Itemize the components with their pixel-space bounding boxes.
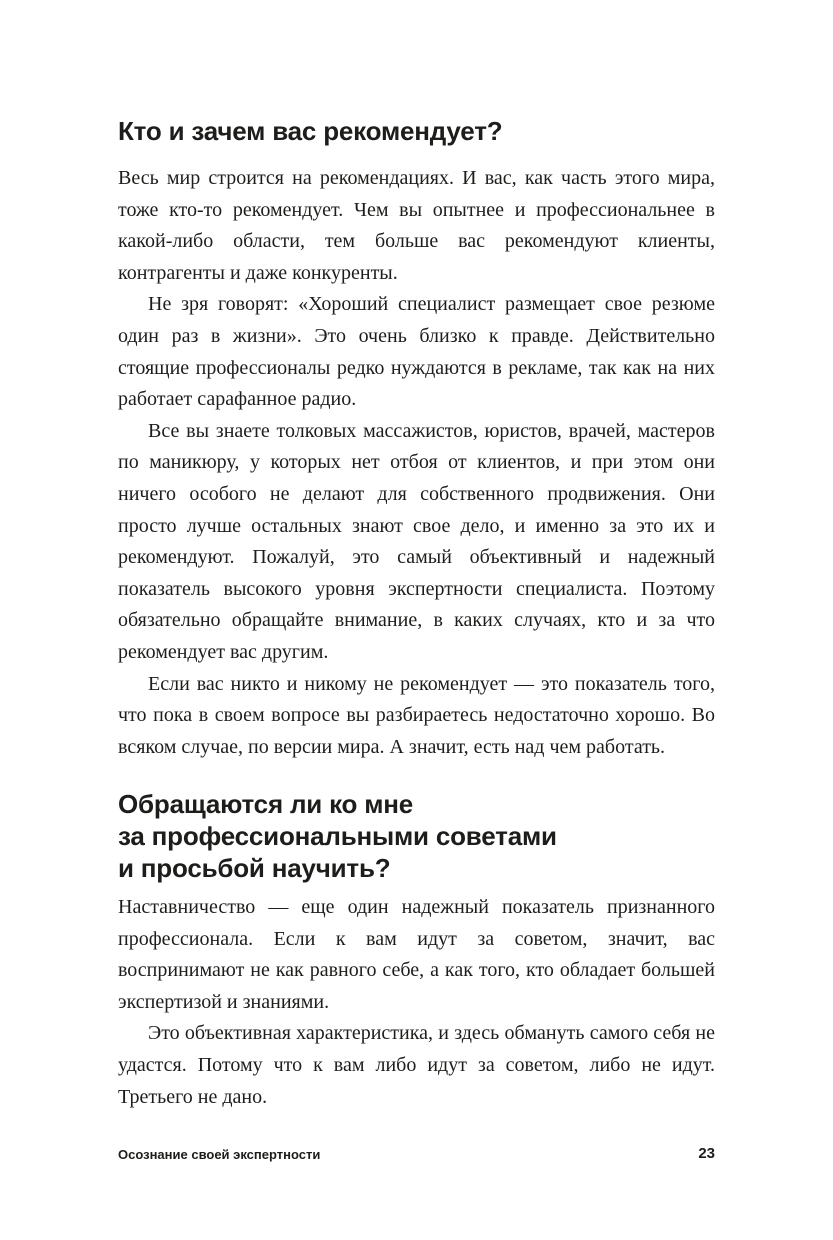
heading-line: Кто и зачем вас рекомендует? (118, 116, 503, 146)
paragraph: Если вас никто и никому не рекомендует — это показатель того, что пока в своем вопросе вы разбираетесь недостаточно хорошо. Во всяком случае, по версии мира. А значит, есть над чем работать. (118, 672, 715, 758)
section-body-mentoring (118, 892, 715, 1113)
heading-line: Обращаются ли ко мне (118, 789, 414, 819)
paragraph: Весь мир строится на рекомендациях. И вас, как часть этого мира, тоже кто-то рекомендует. Чем вы опытнее и профессиональнее в какой-либо области, тем больше вас рекомендуют клиенты, контрагенты и даже конкуренты. (118, 167, 715, 284)
section-body-recommendations (118, 163, 715, 763)
section-heading-recommendations (118, 115, 715, 147)
paragraph: Не зря говорят: «Хороший специалист размещает свое резюме один раз в жизни». Это очень близко к правде. Действительно стоящие профессионалы редко нуждаются в рекламе, так как на них работает сарафанное радио. (118, 293, 715, 411)
page-number: 23 (698, 1145, 715, 1162)
section-heading-mentoring (118, 788, 715, 884)
running-footer-title: Осознание своей экспертности (118, 1147, 321, 1162)
paragraph: Наставничество — еще один надежный показатель признанного профессионала. Если к вам идут за советом, значит, вас воспринимают не как равного себе, а как того, кто обладает большей экспертизой и знаниями. (118, 896, 715, 1013)
heading-line: за профессиональными советами (118, 821, 557, 851)
paragraph: Все вы знаете толковых массажистов, юристов, врачей, мастеров по маникюру, у которых нет отбоя от клиентов, и при этом они ничего особого не делают для собственного продвижения. Они просто лучше остальных знают свое дело, и именно за это их и рекомендуют. Пожалуй, это самый объективный и надежный показатель высокого уровня экспертности специалиста. Поэтому обязательно обращайте внимание, в каких случаях, кто и за что рекомендует вас другим. (118, 419, 715, 663)
heading-line: и просьбой научить? (118, 853, 391, 883)
paragraph: Это объективная характеристика, и здесь обмануть самого себя не удастся. Потому что к вам либо идут за советом, либо не идут. Третьего не дано. (118, 1022, 715, 1108)
